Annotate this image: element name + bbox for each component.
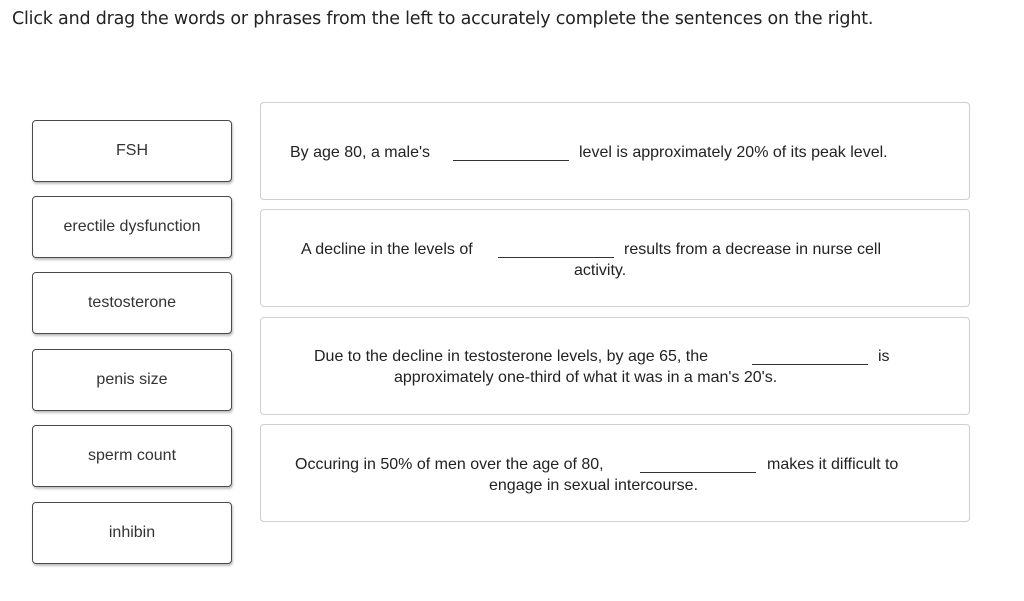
sentence-2-after-line2: activity. (574, 262, 627, 279)
drop-blank-4[interactable] (640, 472, 756, 473)
word-tile-penis-size[interactable]: penis size (32, 349, 232, 411)
sentence-box-1 (260, 102, 970, 200)
sentence-4-after: makes it difficult to (767, 456, 899, 473)
sentence-box-3 (260, 317, 970, 415)
instructions-text: Click and drag the words or phrases from the left to accurately complete the sentences on the right. (12, 9, 874, 29)
word-tile-fsh[interactable]: FSH (32, 120, 232, 182)
sentence-4-after-line2: engage in sexual intercourse. (489, 477, 699, 494)
sentence-3-before: Due to the decline in testosterone levels, by age 65, the (314, 348, 709, 365)
sentence-2-after: results from a decrease in nurse cell (624, 241, 881, 258)
sentence-3-after-line2: approximately one-third of what it was in a man's 20's. (394, 369, 778, 386)
word-tile-erectile-dysfunction[interactable]: erectile dysfunction (32, 196, 232, 258)
drop-blank-2[interactable] (498, 257, 614, 258)
drop-blank-1[interactable] (453, 160, 569, 161)
sentence-3-after: is (878, 348, 890, 365)
word-tile-testosterone[interactable]: testosterone (32, 272, 232, 334)
sentence-box-2 (260, 209, 970, 307)
word-tile-sperm-count[interactable]: sperm count (32, 425, 232, 487)
sentence-1-after: level is approximately 20% of its peak level. (579, 144, 888, 161)
sentence-2-before: A decline in the levels of (301, 241, 473, 258)
sentence-box-4 (260, 424, 970, 522)
word-tile-inhibin[interactable]: inhibin (32, 502, 232, 564)
sentence-4-before: Occuring in 50% of men over the age of 80, (295, 456, 604, 473)
sentence-1-before: By age 80, a male's (290, 144, 431, 161)
drop-blank-3[interactable] (752, 364, 868, 365)
